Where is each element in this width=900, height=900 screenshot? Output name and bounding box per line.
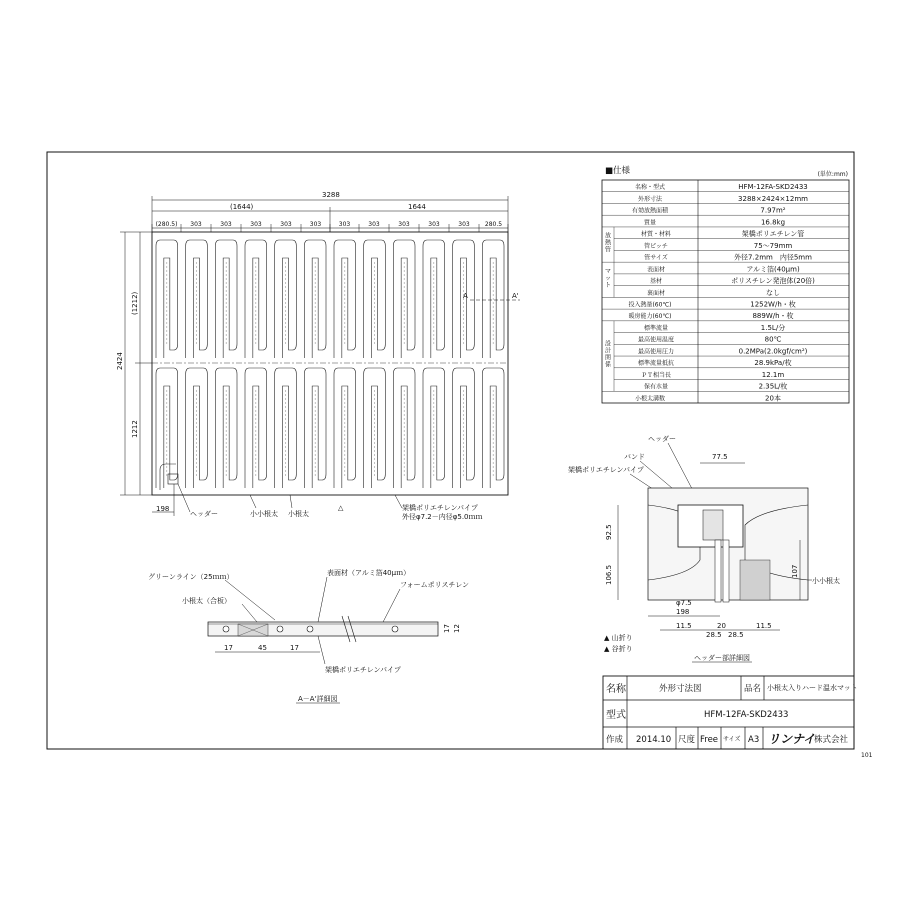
pitch-label: 303: [220, 221, 232, 228]
dim-17-c: 17: [443, 624, 451, 633]
leader-small: [290, 495, 292, 508]
spec-row-label: 最高使用圧力: [637, 348, 675, 356]
pitch-label: 303: [190, 221, 202, 228]
spec-row-label: 最高使用温度: [637, 336, 675, 344]
title-name-value: 外形寸法図: [659, 684, 702, 694]
label-header-plan: ヘッダー: [190, 510, 218, 518]
dim-upper: (1212): [131, 291, 139, 315]
spec-row-value: 2.35L/枚: [758, 382, 788, 391]
spec-row-value: 1252W/h・枚: [750, 300, 796, 309]
spec-group-label: 設計関係: [604, 340, 612, 369]
title-block: [603, 676, 858, 749]
label-header-detail: ヘッダー: [648, 435, 676, 443]
spec-row-value: 75～79mm: [753, 241, 793, 250]
spec-table: [602, 183, 849, 402]
dim-top-775: 77.5: [712, 453, 728, 461]
spec-row-label: 質量: [643, 219, 657, 227]
pipe-section-4: [392, 626, 398, 632]
dim-phi: φ7.5: [676, 599, 692, 607]
header-detail: [568, 435, 840, 662]
spec-row-value: 16.8kg: [760, 218, 786, 227]
spec-row-value: 20本: [765, 394, 781, 403]
spec-row-label: 標準流量: [643, 324, 669, 332]
label-green-line: グリーンライン（25ｍｍ）: [148, 573, 234, 581]
pitch-label: 303: [368, 221, 380, 228]
dim-bottom-115-b: 11.5: [756, 622, 772, 630]
spec-row-value: 28.9kPa/枚: [754, 359, 792, 368]
pitch-label: 303: [309, 221, 322, 228]
mat-outline: [152, 232, 508, 495]
dim-total-height: 2424: [116, 352, 124, 370]
pitch-label: 280.5: [484, 221, 503, 228]
spec-row-label: 名称・型式: [634, 184, 666, 192]
section-detail: [148, 568, 469, 703]
label-small-joist: 小根太（合板）: [182, 597, 231, 605]
sheet-code: 101: [861, 752, 873, 759]
dim-bottom-115-a: 11.5: [676, 622, 692, 630]
pitch-label: 303: [458, 221, 470, 228]
spec-row-label: 保有水量: [643, 383, 669, 391]
spec-row-value: ポリスチレン発泡体(20倍): [731, 277, 815, 286]
header-stem-left: [715, 540, 721, 602]
title-name-label: 名称: [606, 684, 626, 695]
leader-green-line: [225, 580, 275, 620]
title-product-label: 品名: [744, 684, 762, 694]
pipe-section-1: [223, 626, 229, 632]
leader-surface: [318, 577, 327, 622]
spec-group-label: 放熱管: [604, 232, 612, 254]
title-created-label: 作成: [606, 735, 624, 745]
spec-row-label: 裏面材: [646, 289, 666, 297]
dim-bottom-285-a: 28.5: [706, 631, 722, 639]
section-title: A－A'詳細図: [298, 695, 338, 703]
spec-row-value: 3288×2424×12mm: [738, 194, 808, 203]
leader-pipe: [395, 495, 402, 508]
label-foam: フォームポリスチレン: [400, 581, 470, 589]
spec-row-value: 889W/h・枚: [752, 312, 794, 321]
leader-small-small: [250, 495, 256, 508]
section-mark-a: A: [463, 292, 468, 300]
spec-row-value: アルミ箔(40μm): [746, 265, 800, 274]
title-scale-value: Free: [700, 735, 719, 745]
label-pipe-plan-1: 架橋ポリエチレンパイプ: [402, 504, 478, 512]
spec-row-value: 1.5L/分: [760, 323, 786, 332]
pitch-label: 303: [280, 221, 292, 228]
spec-row-label: 有効放熱面積: [631, 207, 669, 215]
spec-heading: ■仕様: [605, 166, 631, 176]
dim-198-detail: 198: [676, 608, 690, 616]
dim-17-a: 17: [224, 644, 233, 652]
title-size-label: サイズ: [723, 736, 741, 743]
label-small-small-plan: 小小根太: [250, 510, 278, 518]
spec-row-label: ＰＴ相当長: [640, 371, 672, 379]
dim-header-offset: 198: [156, 505, 170, 513]
pitch-label: 303: [250, 221, 262, 228]
dim-925: 92.5: [605, 524, 613, 540]
dim-bottom-20: 20: [717, 622, 726, 630]
spec-row-value: 7.97m²: [760, 206, 786, 215]
pitch-label: 303: [398, 221, 410, 228]
section-mark-a-prime: A': [512, 292, 519, 300]
spec-row-value: なし: [766, 288, 780, 297]
spec-row-label: 外形寸法: [637, 195, 663, 203]
header-detail-title: ヘッダー部詳細図: [694, 654, 750, 662]
dim-12: 12: [453, 624, 461, 633]
spec-row-label: 投入熱量(60℃): [628, 301, 672, 309]
label-pipe-section: 架橋ポリエチレンパイプ: [325, 666, 401, 674]
header-stem-right: [723, 540, 729, 602]
title-created-value: 2014.10: [636, 735, 672, 745]
spec-row-label: 暖房能力(60℃): [628, 313, 672, 321]
spec-row-value: HFM-12FA-SKD2433: [738, 183, 808, 192]
pipe-section-3: [307, 626, 313, 632]
label-small-plan: 小根太: [288, 510, 309, 518]
small-small-joist-block: [740, 560, 770, 600]
spec-row-label: 小根太溝数: [634, 395, 666, 403]
spec-row-value: 12.1m: [761, 370, 785, 379]
label-band: バンド: [624, 453, 645, 461]
dim-45: 45: [258, 644, 267, 652]
spec-row-value: 架橋ポリエチレン管: [741, 230, 805, 239]
spec-row-label: 管ピッチ: [644, 242, 668, 250]
label-pipe-plan-2: 外径φ7.2－内径φ5.0ｍｍ: [402, 513, 483, 521]
label-surface: 表面材（アルミ箔40μｍ）: [327, 569, 411, 577]
legend-valley-fold: ▲ 谷折り: [604, 645, 633, 653]
spec-unit-note: (単位:mm): [817, 171, 848, 178]
header-inner: [703, 510, 723, 540]
spec-row-label: 表面材: [646, 266, 666, 274]
company-logo: リンナイ: [768, 732, 816, 746]
spec-group-label: マット: [604, 267, 612, 289]
title-model-value: HFM-12FA-SKD2433: [704, 710, 789, 720]
label-small-small-detail: 小小根太: [812, 577, 840, 585]
dim-107: 107: [791, 564, 799, 578]
pitch-label: 303: [338, 221, 351, 228]
leader-pipe-section: [318, 636, 325, 664]
dim-1065: 106.5: [605, 564, 613, 585]
dim-half-right: 1644: [408, 203, 426, 211]
dim-17-b: 17: [290, 644, 299, 652]
pitch-label: (280.5): [155, 221, 178, 228]
spec-row-value: 80℃: [764, 335, 782, 344]
spec-row-value: 0.2MPa(2.0kgf/cm²): [738, 347, 808, 356]
company-suffix: 株式会社: [814, 735, 849, 745]
title-size-value: A3: [748, 735, 760, 745]
label-pipe-detail: 架橋ポリエチレンパイプ: [568, 466, 644, 474]
title-product-value: 小根太入りハード温水マット: [767, 684, 858, 692]
pipe-section-2: [277, 626, 283, 632]
plan-view: [116, 191, 520, 521]
spec-section: [602, 165, 849, 403]
title-model-label: 型式: [606, 710, 626, 721]
triangle-mark: △: [338, 504, 344, 512]
spec-row-label: 管サイズ: [644, 254, 668, 262]
dim-total-width: 3288: [322, 191, 340, 199]
leader-header: [178, 484, 190, 512]
spec-row-label: 標準流量抵抗: [637, 360, 675, 368]
spec-row-label: 基材: [649, 278, 663, 286]
pipe-loops: [152, 240, 508, 490]
dim-bottom-285-b: 28.5: [728, 631, 744, 639]
dim-half-left: (1644): [230, 203, 254, 211]
spec-row-value: 外径7.2mm 内径5mm: [734, 253, 812, 262]
dim-lower: 1212: [131, 420, 139, 438]
pitch-label: 303: [428, 221, 440, 228]
title-scale-label: 尺度: [678, 735, 696, 745]
spec-row-label: 材質・材料: [640, 231, 672, 239]
legend-mountain-fold: ▲ 山折り: [604, 634, 633, 642]
